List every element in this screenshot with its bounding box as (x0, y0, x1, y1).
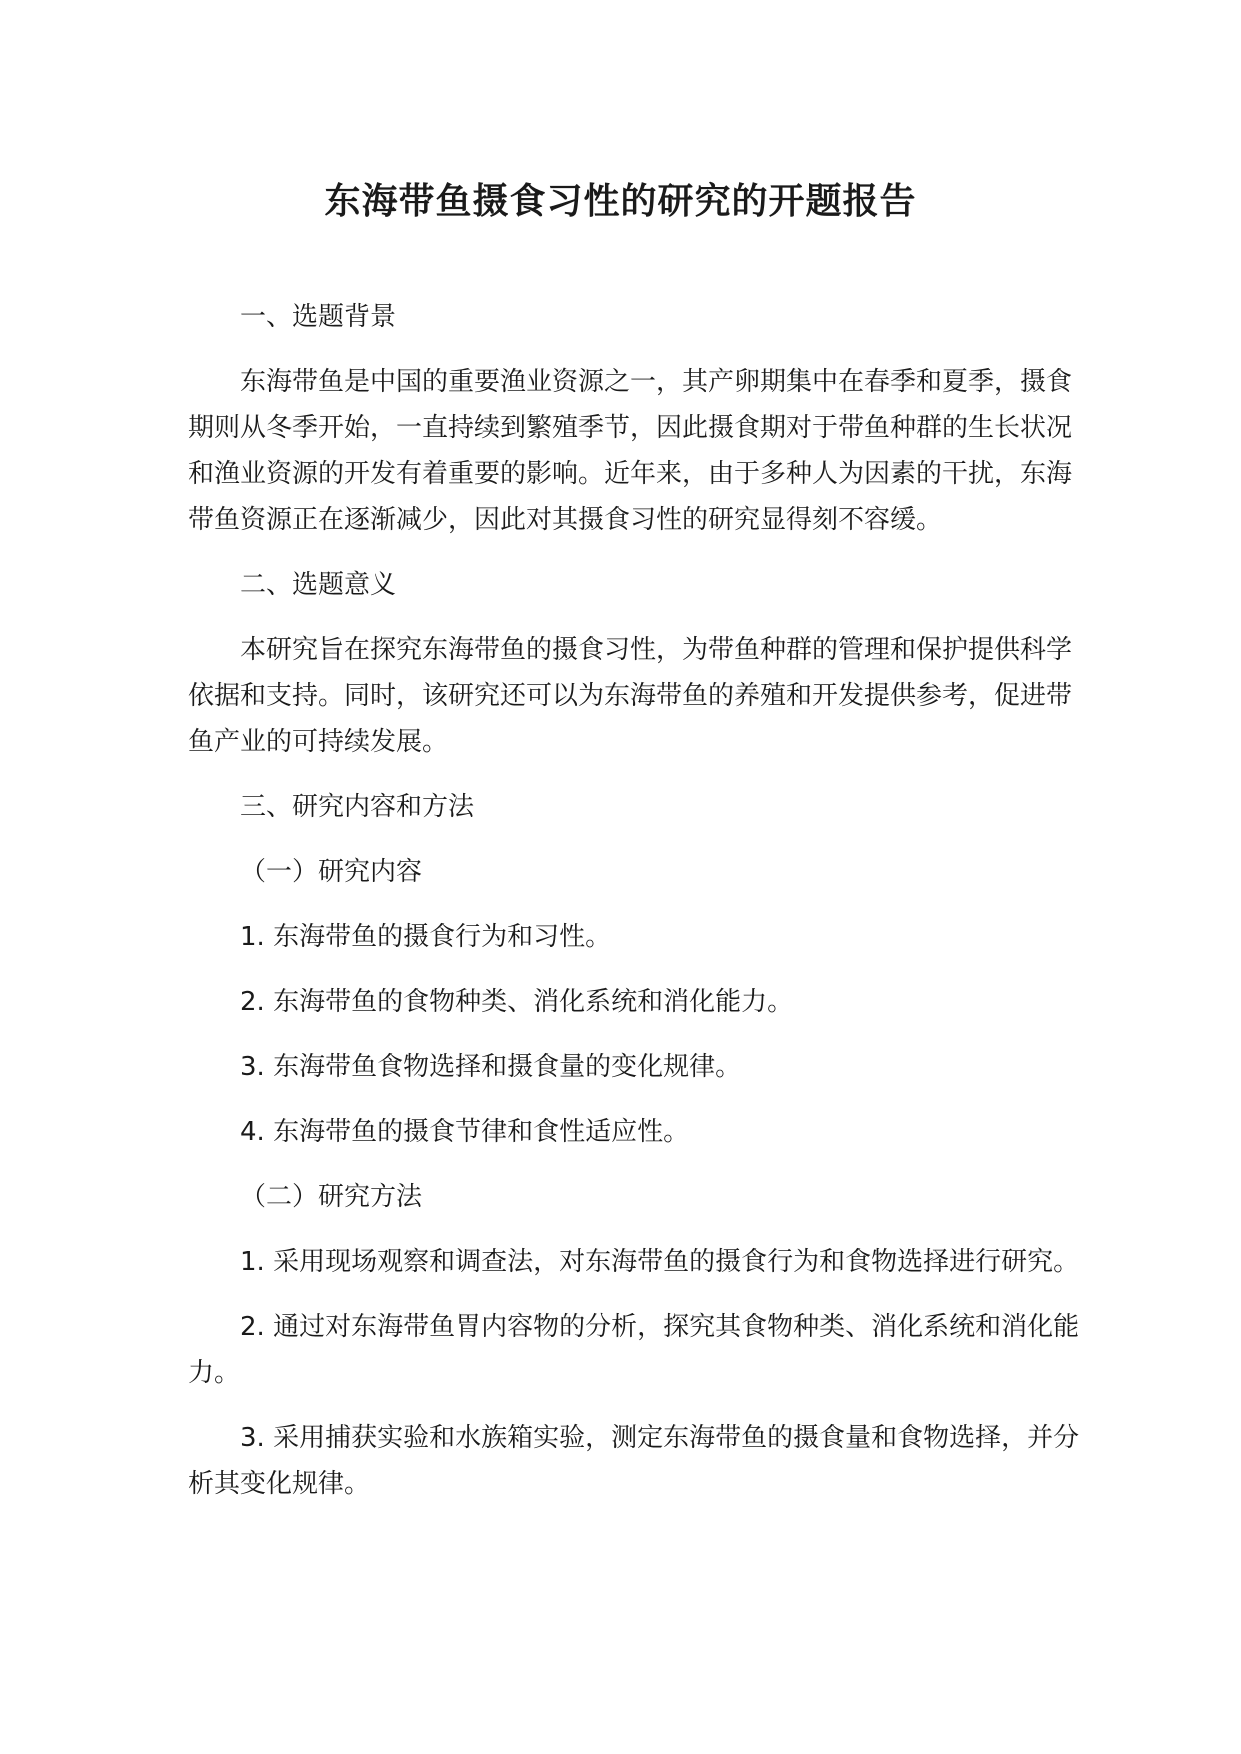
section-heading-content-methods: 三、研究内容和方法 (240, 792, 475, 822)
content-item: 3. 东海带鱼食物选择和摄食量的变化规律。 (240, 1052, 742, 1082)
paragraph-background: 东海带鱼是中国的重要渔业资源之一，其产卵期集中在春季和夏季，摄食期则从冬季开始，一直持续到繁殖季节，因此摄食期对于带鱼种群的生长状况和渔业资源的开发有着重要的影响。近年来，由于多种人为因素的干扰，东海带鱼资源正在逐渐减少，因此对其摄食习性的研究显得刻不容缓。 (188, 367, 1073, 535)
section-heading-background: 一、选题背景 (240, 302, 397, 332)
content-item: 2. 东海带鱼的食物种类、消化系统和消化能力。 (240, 987, 794, 1017)
subheading-content: （一）研究内容 (240, 857, 423, 887)
content-item: 4. 东海带鱼的摄食节律和食性适应性。 (240, 1117, 690, 1147)
subheading-methods: （二）研究方法 (240, 1182, 423, 1212)
section-heading-significance: 二、选题意义 (240, 570, 397, 600)
paragraph-significance: 本研究旨在探究东海带鱼的摄食习性，为带鱼种群的管理和保护提供科学依据和支持。同时，该研究还可以为东海带鱼的养殖和开发提供参考，促进带鱼产业的可持续发展。 (188, 635, 1073, 757)
method-item: 1. 采用现场观察和调查法，对东海带鱼的摄食行为和食物选择进行研究。 (240, 1247, 1080, 1277)
document-title: 东海带鱼摄食习性的研究的开题报告 (324, 181, 917, 222)
method-item: 2. 通过对东海带鱼胃内容物的分析，探究其食物种类、消化系统和消化能力。 (188, 1312, 1080, 1388)
method-item: 3. 采用捕获实验和水族箱实验，测定东海带鱼的摄食量和食物选择，并分析其变化规律。 (188, 1423, 1080, 1499)
document-body (188, 294, 1088, 1526)
content-item: 1. 东海带鱼的摄食行为和习性。 (240, 922, 612, 952)
